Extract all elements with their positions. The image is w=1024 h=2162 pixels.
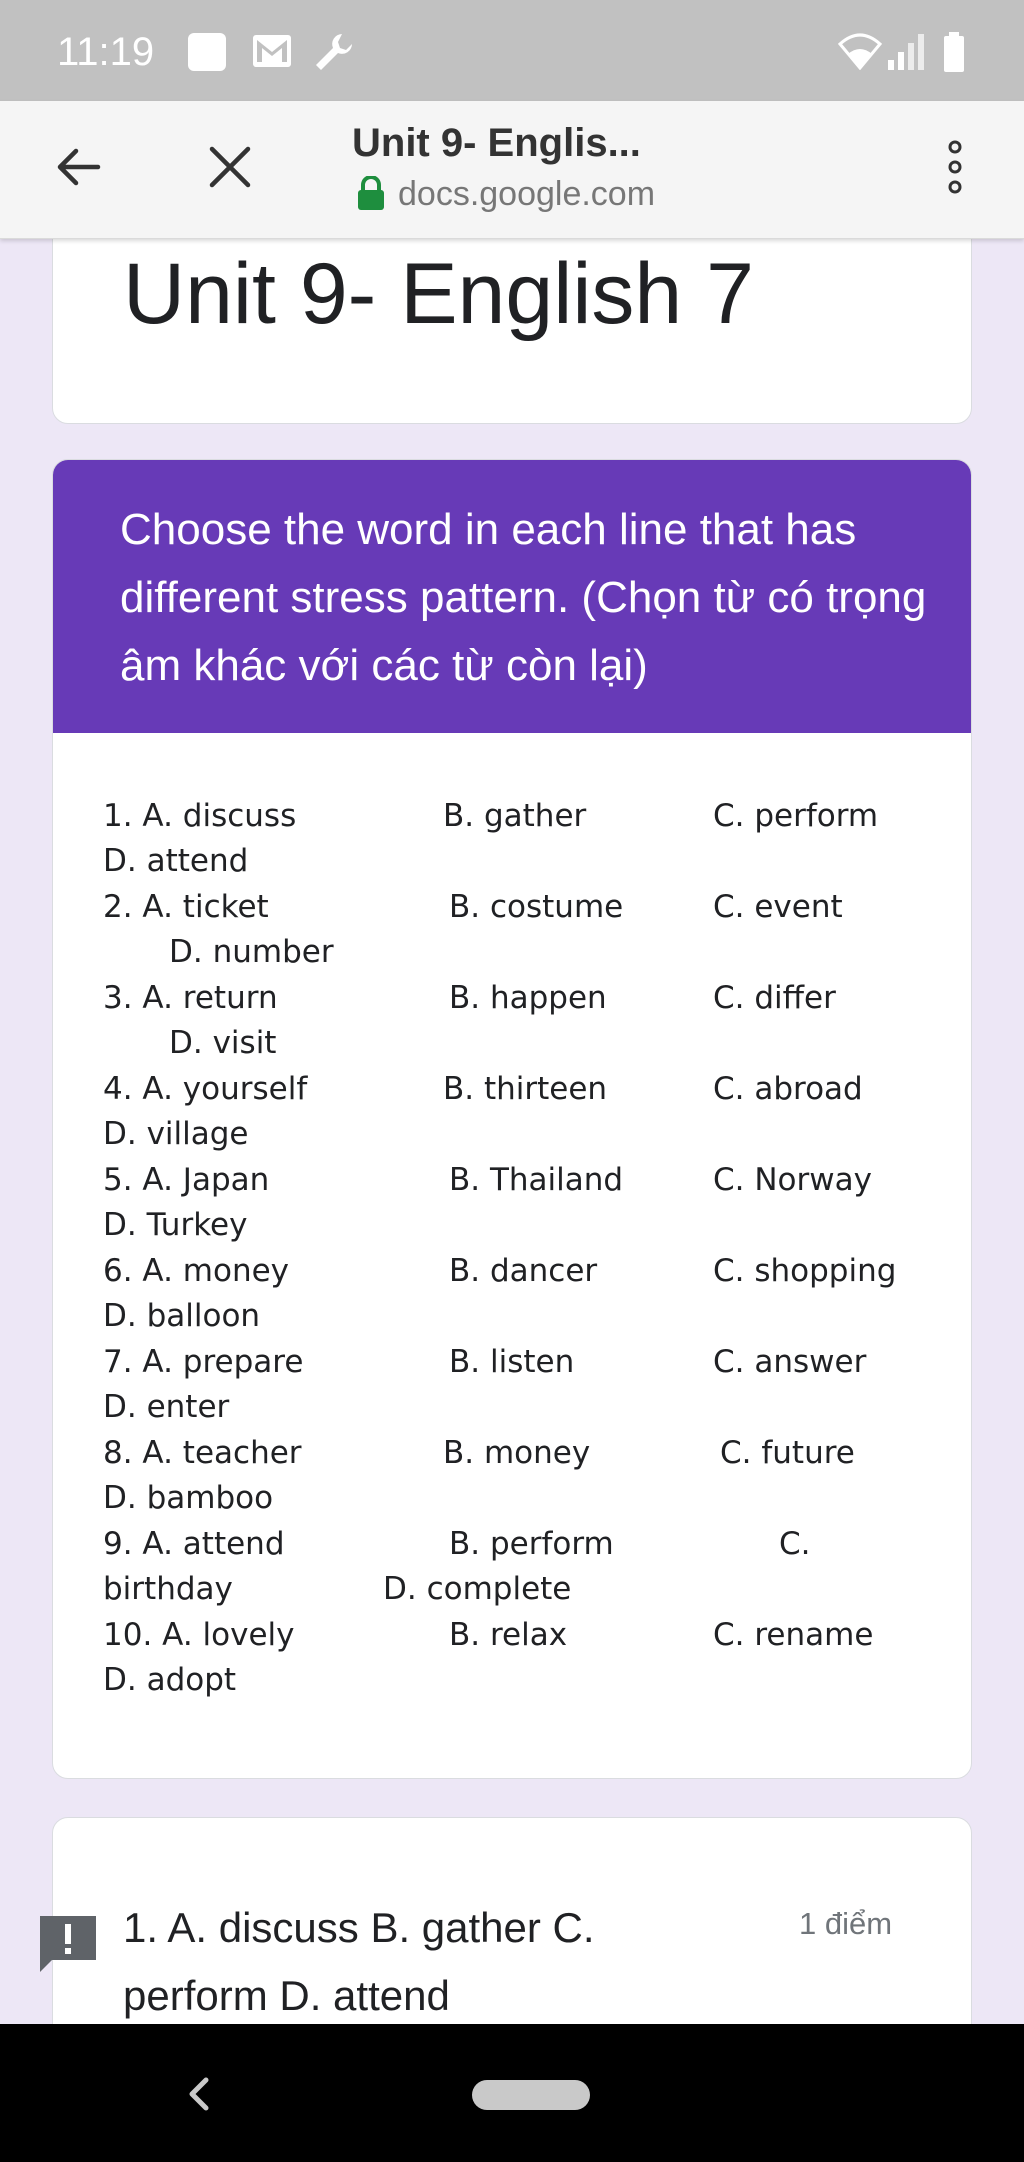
line-1-option-c: C. perform	[713, 798, 879, 834]
line-7-option-b: B. listen	[449, 1344, 575, 1380]
line-5-option-b: B. Thailand	[449, 1162, 624, 1198]
line-2-option-d: D. number	[169, 934, 334, 970]
url-text: docs.google.com	[398, 175, 656, 213]
page-title[interactable]: Unit 9- Englis...	[352, 121, 641, 165]
notification-square-icon	[186, 31, 228, 77]
line-4-option-a: 4. A. yourself	[103, 1071, 308, 1107]
line-6-option-a: 6. A. money	[103, 1253, 290, 1289]
line-7-option-a: 7. A. prepare	[103, 1344, 304, 1380]
line-8-option-c: C. future	[720, 1435, 855, 1471]
line-1-option-b: B. gather	[443, 798, 587, 834]
line-10-option-b: B. relax	[449, 1617, 568, 1653]
battery-icon	[942, 32, 966, 76]
close-tab-button[interactable]	[190, 129, 270, 209]
line-5-option-a: 5. A. Japan	[103, 1162, 270, 1198]
required-alert-icon	[38, 1914, 98, 1978]
back-button[interactable]	[38, 129, 118, 209]
cell-signal-icon	[886, 32, 926, 74]
question-points: 1 điểm	[799, 1906, 893, 1941]
close-icon	[206, 143, 254, 195]
line-9-option-a: 9. A. attend	[103, 1526, 285, 1562]
wifi-icon	[838, 32, 882, 74]
line-7-option-d: D. enter	[103, 1389, 230, 1425]
more-options-button[interactable]	[915, 129, 995, 209]
line-5-option-c: C. Norway	[713, 1162, 872, 1198]
url-display[interactable]	[356, 175, 655, 214]
status-time: 11:19	[57, 30, 155, 74]
line-10-option-c: C. rename	[713, 1617, 874, 1653]
line-10-option-a: 10. A. lovely	[103, 1617, 295, 1653]
line-2-option-b: B. costume	[449, 889, 624, 925]
line-9-option-b: B. perform	[449, 1526, 614, 1562]
line-9-option-d: D. complete	[383, 1571, 572, 1607]
nav-back-button[interactable]	[178, 2064, 218, 2128]
line-7-option-c: C. answer	[713, 1344, 867, 1380]
line-3-option-c: C. differ	[713, 980, 836, 1016]
line-8-option-a: 8. A. teacher	[103, 1435, 302, 1471]
line-6-option-d: D. balloon	[103, 1298, 261, 1334]
gmail-icon	[252, 34, 292, 72]
line-5-option-d: D. Turkey	[103, 1207, 248, 1243]
line-4-option-c: C. abroad	[713, 1071, 863, 1107]
section-header	[53, 460, 972, 733]
line-9-option-c: C.	[779, 1526, 811, 1562]
wrench-icon	[312, 30, 356, 78]
section-card	[52, 459, 972, 1779]
line-1-option-a: 1. A. discuss	[103, 798, 297, 834]
status-bar	[0, 0, 1024, 101]
more-vert-icon	[945, 139, 965, 199]
line-8-option-d: D. bamboo	[103, 1480, 274, 1516]
line-8-option-b: B. money	[443, 1435, 591, 1471]
back-arrow-icon	[52, 141, 104, 197]
line-3-option-d: D. visit	[169, 1025, 277, 1061]
nav-home-pill[interactable]	[472, 2080, 590, 2110]
lock-icon	[356, 176, 386, 214]
line-2-option-a: 2. A. ticket	[103, 889, 269, 925]
line-3-option-b: B. happen	[449, 980, 607, 1016]
line-2-option-c: C. event	[713, 889, 843, 925]
line-6-option-c: C. shopping	[713, 1253, 897, 1289]
system-nav-bar	[0, 2024, 1024, 2162]
browser-toolbar	[0, 101, 1024, 239]
question-title: 1. A. discuss B. gather C. perform D. attend	[123, 1904, 595, 2019]
line-1-option-d: D. attend	[103, 843, 249, 879]
form-title: Unit 9- English 7	[123, 246, 754, 342]
section-title: Choose the word in each line that has different stress pattern. (Chọn từ có trọng âm khác với các từ còn lại)	[120, 505, 927, 690]
line-6-option-b: B. dancer	[449, 1253, 598, 1289]
line-3-option-a: 3. A. return	[103, 980, 278, 1016]
line-4-option-b: B. thirteen	[443, 1071, 608, 1107]
line-9-option-c-word: birthday	[103, 1571, 233, 1607]
line-4-option-d: D. village	[103, 1116, 249, 1152]
line-10-option-d: D. adopt	[103, 1662, 237, 1698]
